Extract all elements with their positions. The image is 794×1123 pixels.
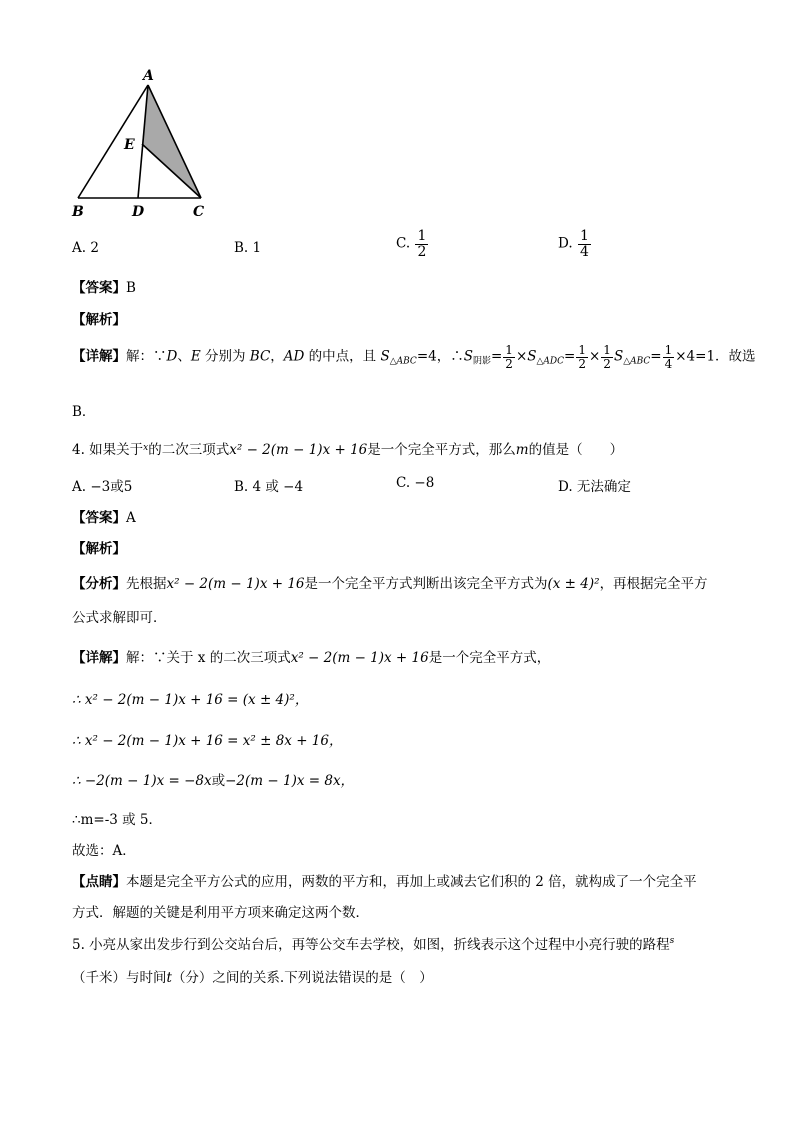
q4-option-b: B. 4 或 −4: [234, 479, 304, 495]
label-a: A: [143, 68, 154, 84]
q3-answer: 【答案】B: [72, 280, 136, 296]
q4-step-4: ∴m=-3 或 5．: [72, 812, 163, 828]
q4-fenxi: 【分析】先根据x² − 2(m − 1)x + 16是一个完全平方式判断出该完全平方式为(x ± 4)²，再根据完全平方: [72, 576, 708, 592]
q3-option-a: A. 2: [72, 240, 99, 256]
q3-detail-continued: B．: [72, 404, 96, 420]
q4-detail: 【详解】解：∵关于 x 的二次三项式x² − 2(m − 1)x + 16是一个完全平方式，: [72, 650, 551, 666]
q3-option-c: C. $\frac{1}{2}$: [396, 228, 427, 260]
label-e: E: [124, 137, 135, 153]
q4-note-continued: 方式．解题的关键是利用平方项来确定这两个数．: [72, 905, 369, 921]
fraction-one-quarter: $\frac{1}{4}$: [579, 228, 589, 260]
q4-step-1: ∴ x² − 2(m − 1)x + 16 = (x ± 4)²，: [72, 692, 309, 708]
q5-stem-continued: （千米）与时间t（分）之间的关系.下列说法错误的是（ ）: [72, 970, 433, 986]
side-ab: [78, 85, 148, 198]
q4-answer: 【答案】A: [72, 510, 136, 526]
q4-step-2: ∴ x² − 2(m − 1)x + 16 = x² ± 8x + 16，: [72, 733, 343, 749]
q4-option-c: C. −8: [396, 475, 435, 491]
q4-analysis-tag: 【解析】: [72, 541, 126, 557]
label-b: B: [72, 204, 84, 220]
q4-option-a: A. −3或5: [72, 479, 133, 495]
triangle-figure: [60, 60, 220, 225]
q3-detail: 【详解】解：∵D、E 分别为 BC，AD 的中点，且 $S_{\triangle ABC}=4$，$\therefore S_{阴影}=$ $\frac{1}{2}$ $\times S_{\triangle ADC}=$ $\frac{1}{2}$ × $\frac{1}{2}$ $S_{\triangle ABC}=$ $\frac{1}{4}$ ×4=1．故选: [72, 343, 756, 371]
q3-option-d: D. $\frac{1}{4}$: [558, 228, 589, 260]
shaded-region: [142, 85, 201, 198]
q4-stem: 4. 如果关于$^x$的二次三项式x² − 2(m − 1)x + 16是一个完全平方式，那么m的值是（ ）: [72, 442, 624, 458]
q4-choose: 故选：A．: [72, 843, 136, 859]
q3-option-b: B. 1: [234, 240, 262, 256]
q5-stem: 5. 小亮从家出发步行到公交站台后，再等公交车去学校，如图，折线表示这个过程中小亮行驶的路程$^s$: [72, 936, 675, 953]
q4-option-d: D. 无法确定: [558, 479, 631, 495]
label-c: C: [193, 204, 205, 220]
q4-fenxi-continued: 公式求解即可．: [72, 610, 167, 626]
fraction-one-half: $\frac{1}{2}$: [417, 228, 427, 260]
q4-note: 【点睛】本题是完全平方公式的应用，两数的平方和，再加上或减去它们积的 2 倍，就构成了一个完全平: [72, 874, 697, 890]
q3-analysis-tag: 【解析】: [72, 312, 126, 328]
q4-step-3: ∴ −2(m − 1)x = −8x或−2(m − 1)x = 8x，: [72, 773, 355, 789]
label-d: D: [132, 204, 145, 220]
